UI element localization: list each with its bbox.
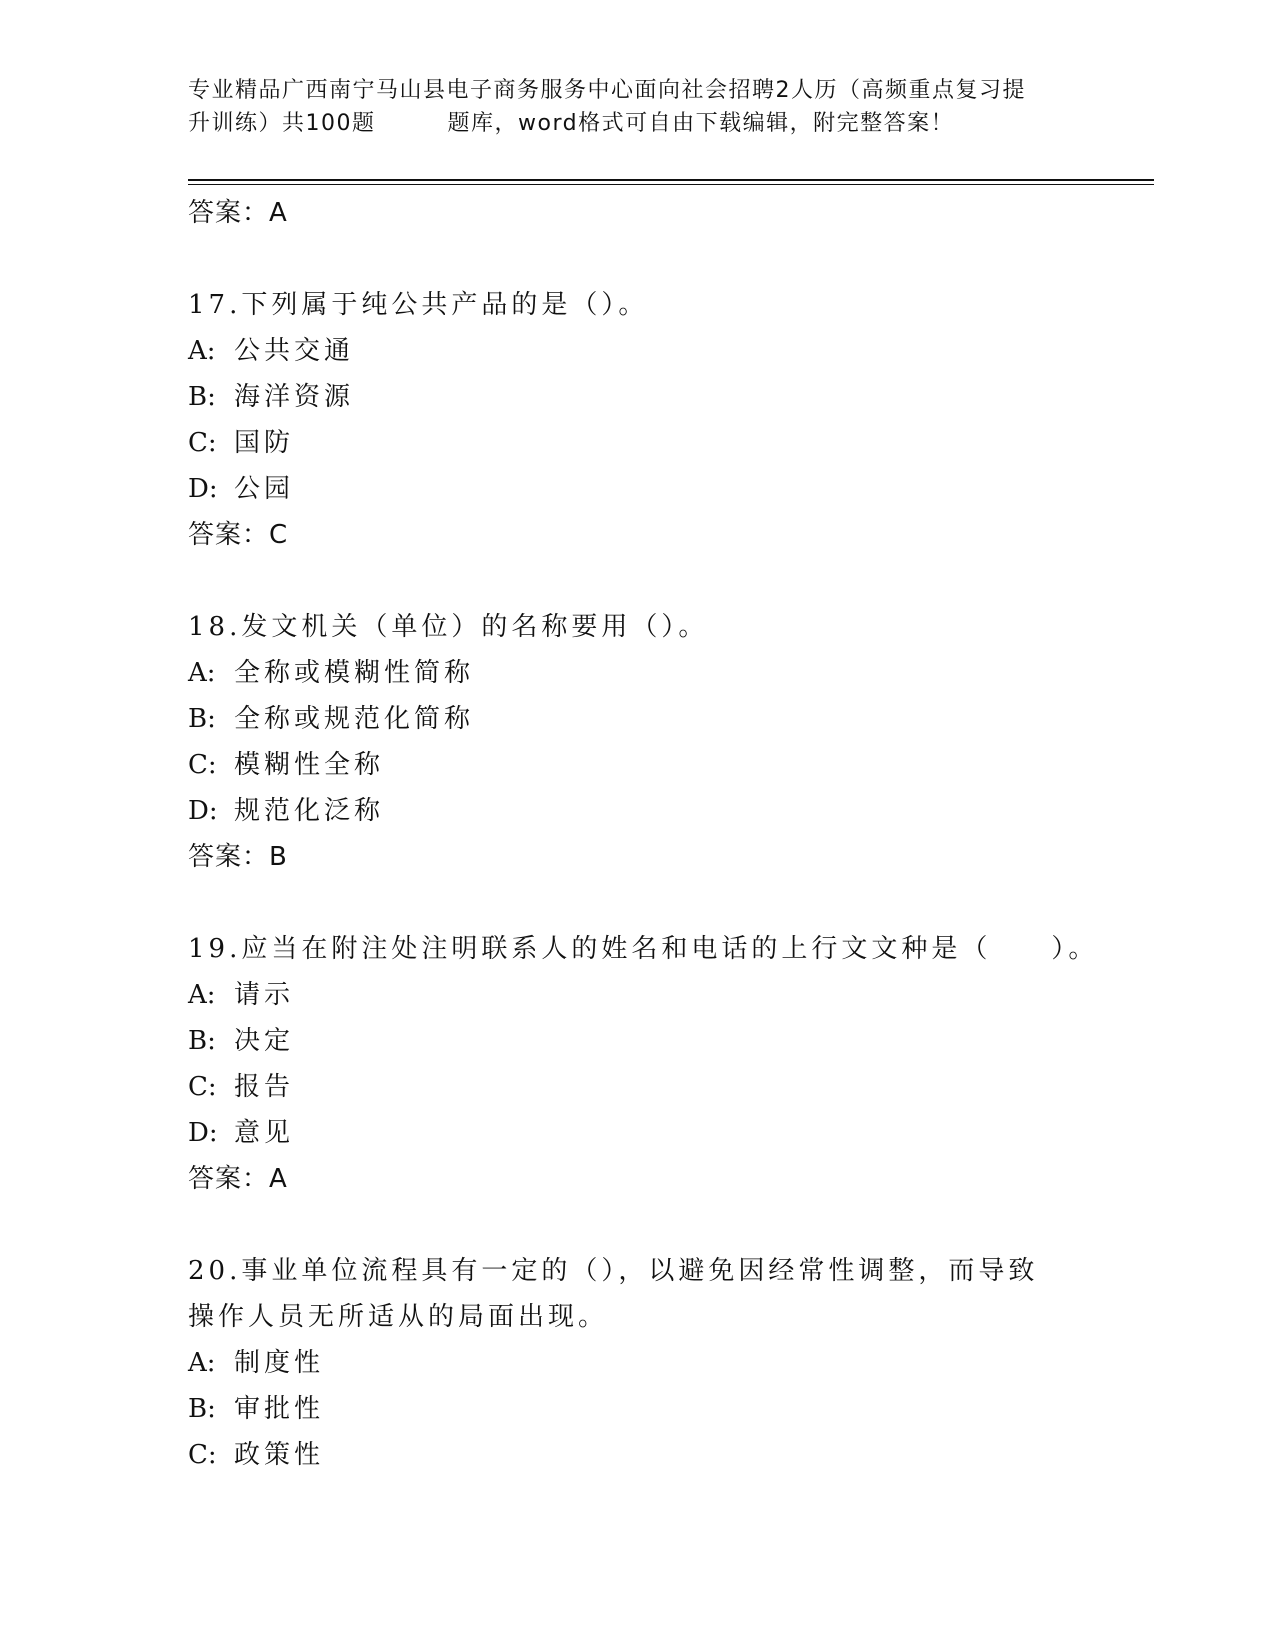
- option-a: [188, 328, 1088, 374]
- option-b: [188, 696, 1088, 742]
- option-key: A:: [188, 980, 216, 1010]
- option-text: 请示: [234, 980, 295, 1010]
- option-text: 制度性: [234, 1348, 325, 1378]
- option-key: B:: [188, 1026, 216, 1056]
- option-key: B:: [188, 704, 216, 734]
- option-c: [188, 742, 1088, 788]
- option-a: [188, 972, 1088, 1018]
- header-title-line1: 专业精品广西南宁马山县电子商务服务中心面向社会招聘2人历（高频重点复习提: [188, 78, 1026, 103]
- option-c: [188, 1064, 1088, 1110]
- option-b: [188, 1018, 1088, 1064]
- option-key: B:: [188, 382, 216, 412]
- answer-line: 答案：A: [188, 1164, 288, 1194]
- option-key: A:: [188, 336, 216, 366]
- option-text: 规范化泛称: [234, 796, 385, 826]
- option-text: 国防: [234, 428, 295, 458]
- option-key: B:: [188, 1394, 216, 1424]
- option-key: C:: [188, 1072, 217, 1102]
- header-title-line2: [188, 107, 1088, 140]
- option-key: D:: [188, 796, 218, 826]
- option-a: [188, 1340, 1088, 1386]
- option-key: A:: [188, 658, 216, 688]
- header-title-line2-right: 题库，word格式可自由下载编辑，附完整答案！: [447, 111, 955, 136]
- option-text: 决定: [234, 1026, 295, 1056]
- option-c: [188, 420, 1088, 466]
- answer-line: 答案：B: [188, 842, 288, 872]
- option-key: A:: [188, 1348, 216, 1378]
- option-text: 全称或规范化简称: [234, 704, 475, 734]
- option-key: C:: [188, 428, 217, 458]
- option-key: D:: [188, 474, 218, 504]
- question-text: 18.发文机关（单位）的名称要用（）。: [188, 612, 709, 642]
- header-title-line2-left: 升训练）共100题: [188, 111, 376, 136]
- option-text: 公园: [234, 474, 295, 504]
- header-divider-thick: [188, 179, 1154, 181]
- option-text: 审批性: [234, 1394, 325, 1424]
- answer-line: 答案：C: [188, 520, 289, 550]
- option-text: 全称或模糊性简称: [234, 658, 475, 688]
- option-d: [188, 466, 1088, 512]
- option-text: 模糊性全称: [234, 750, 385, 780]
- answer-line: 答案：A: [188, 198, 288, 228]
- option-key: C:: [188, 750, 217, 780]
- option-a: [188, 650, 1088, 696]
- option-b: [188, 374, 1088, 420]
- question-text: 20.事业单位流程具有一定的（），以避免因经常性调整，而导致操作人员无所适从的局面出现。: [188, 1256, 1039, 1332]
- document-header: [188, 74, 1088, 140]
- option-d: [188, 788, 1088, 834]
- option-key: D:: [188, 1118, 218, 1148]
- option-text: 意见: [234, 1118, 295, 1148]
- question-text: 19.应当在附注处注明联系人的姓名和电话的上行文文种是（ ）。: [188, 934, 1099, 964]
- option-key: C:: [188, 1440, 217, 1470]
- option-text: 海洋资源: [234, 382, 355, 412]
- option-text: 公共交通: [234, 336, 355, 366]
- option-c: [188, 1432, 1088, 1478]
- option-text: 政策性: [234, 1440, 325, 1470]
- question-list: [188, 190, 1099, 1478]
- question-text: 17.下列属于纯公共产品的是（）。: [188, 290, 649, 320]
- option-d: [188, 1110, 1088, 1156]
- header-divider-thin: [188, 184, 1154, 185]
- option-b: [188, 1386, 1088, 1432]
- option-text: 报告: [234, 1072, 295, 1102]
